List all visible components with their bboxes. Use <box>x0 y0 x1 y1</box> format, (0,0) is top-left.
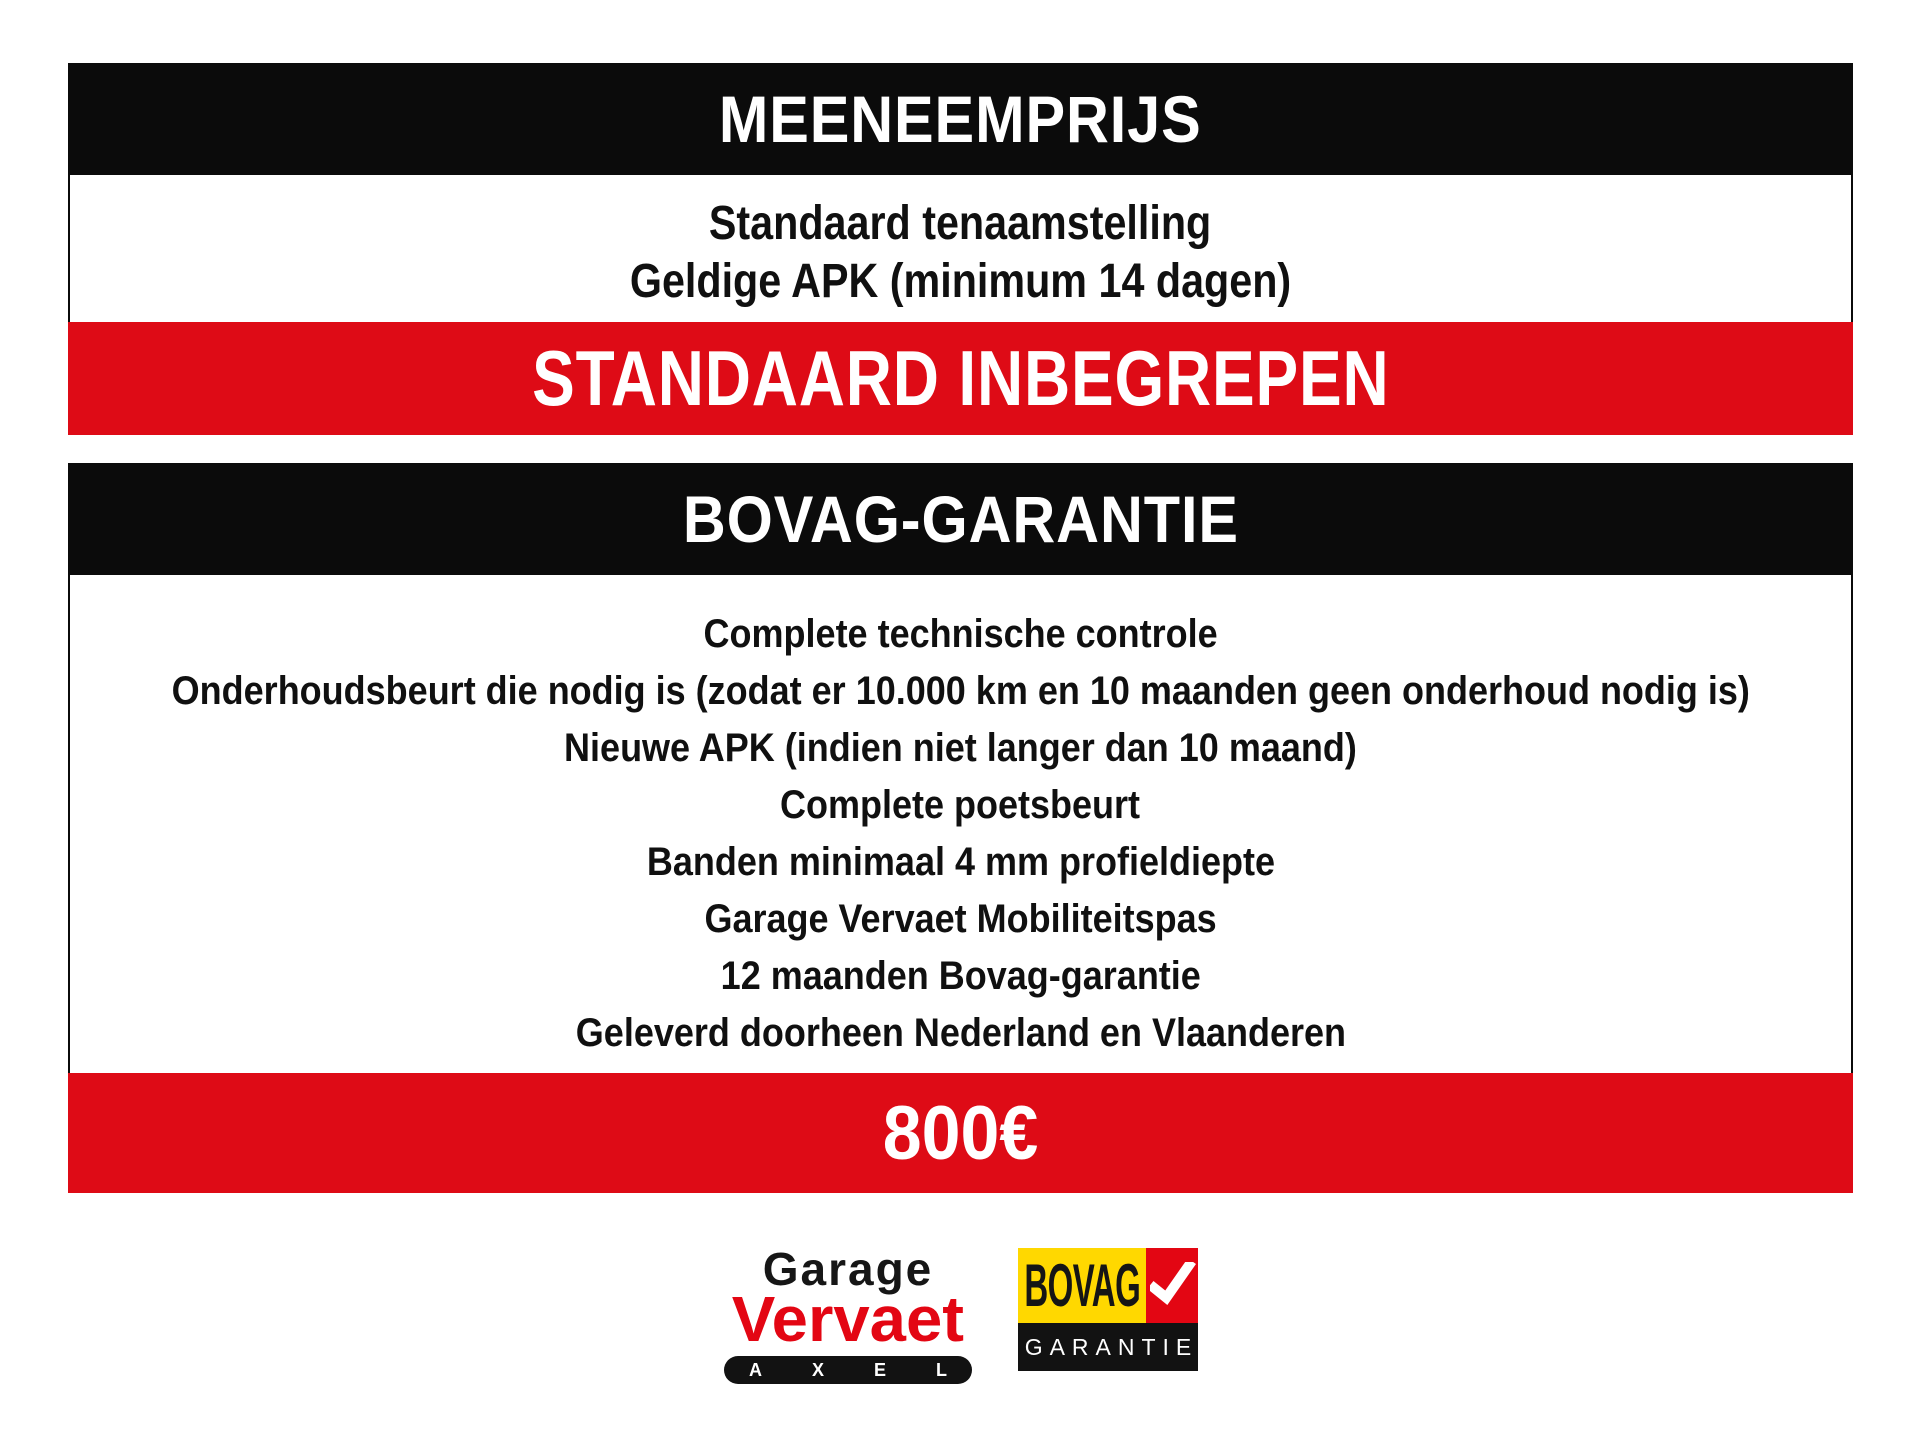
benefit-line-onderhoudsbeurt: Onderhoudsbeurt die nodig is (zodat er 10.000 km en 10 maanden geen onderhoud nodig is) <box>171 669 1750 713</box>
garage-word: Garage <box>762 1243 934 1295</box>
benefit-line-technische-controle: Complete technische controle <box>703 612 1218 656</box>
check-icon <box>1150 1262 1196 1308</box>
meeneemprijs-section <box>68 63 1853 435</box>
bovag-yellow-block <box>1018 1248 1146 1323</box>
price-value: 800€ <box>882 1090 1039 1176</box>
axel-badge-text: AXEL <box>748 1360 997 1380</box>
line-geldige-apk: Geldige APK (minimum 14 dagen) <box>629 255 1292 308</box>
benefit-line-nieuwe-apk: Nieuwe APK (indien niet langer dan 10 maand) <box>564 726 1357 770</box>
meeneemprijs-body <box>68 175 1853 322</box>
axel-badge <box>724 1356 997 1384</box>
benefit-line-banden: Banden minimaal 4 mm profieldiepte <box>646 840 1275 884</box>
standaard-inbegrepen-title: STANDAARD INBEGREPEN <box>531 334 1390 422</box>
bovag-garantie-logo <box>1018 1248 1198 1371</box>
meeneemprijs-header-bar <box>68 63 1853 175</box>
price-bar <box>68 1073 1853 1193</box>
footer-logos <box>0 1243 1920 1384</box>
benefit-line-geleverd: Geleverd doorheen Nederland en Vlaanderen <box>575 1011 1346 1055</box>
garage-vervaet-logo <box>722 1243 997 1384</box>
bovag-logo-bottom <box>1018 1323 1198 1371</box>
bovag-garantie-text: GARANTIE <box>1024 1333 1199 1360</box>
line-standaard-tenaamstelling: Standaard tenaamstelling <box>709 197 1212 250</box>
bovag-logo-top <box>1018 1248 1198 1323</box>
bovag-brand-text: BOVAG <box>1024 1252 1140 1319</box>
bovag-garantie-header-bar <box>68 463 1853 575</box>
bovag-garantie-title: BOVAG-GARANTIE <box>682 482 1239 556</box>
benefit-line-poetsbeurt: Complete poetsbeurt <box>780 783 1141 827</box>
bovag-garantie-body <box>68 575 1853 1073</box>
meeneemprijs-title: MEENEEMPRIJS <box>719 82 1202 156</box>
bovag-garantie-section <box>68 463 1853 1193</box>
benefit-line-12-maanden: 12 maanden Bovag-garantie <box>720 954 1201 998</box>
standaard-inbegrepen-bar <box>68 322 1853 435</box>
benefit-line-mobiliteitspas: Garage Vervaet Mobiliteitspas <box>704 897 1217 941</box>
vervaet-word: Vervaet <box>731 1283 965 1355</box>
bovag-red-block <box>1146 1248 1198 1323</box>
